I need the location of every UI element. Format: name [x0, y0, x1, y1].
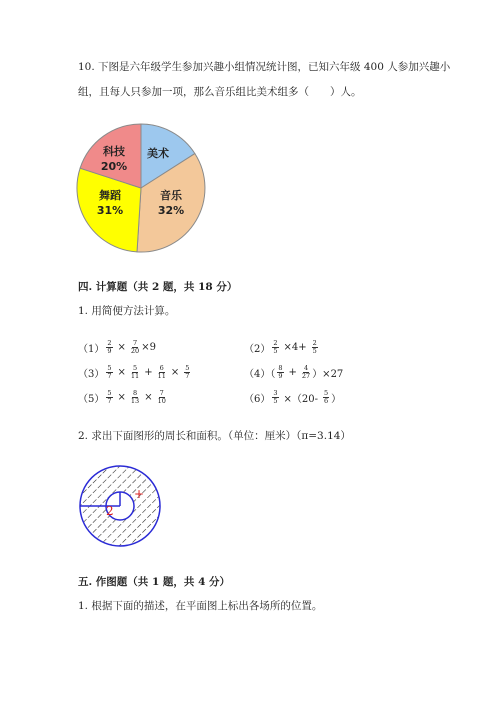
pie-label-art: 美术: [147, 147, 169, 160]
calc-item-6-label: （6）: [244, 394, 271, 405]
calc-item-1-label: （1）: [78, 344, 105, 355]
fraction: $\frac{3}{5}$: [273, 389, 278, 405]
calc-item-4: （4）（ $\frac{8}{9}$ + $\frac{4}{27}$ ）×27: [244, 364, 344, 380]
center-mark: +: [134, 487, 145, 501]
section-5-heading: 五. 作图题（共 1 题，共 4 分）: [78, 576, 231, 588]
section-4-q1-prompt: 1. 用简便方法计算。: [78, 305, 176, 317]
fraction: $\frac{7}{20}$: [130, 339, 140, 355]
pie-label-dance: 舞蹈: [99, 189, 121, 202]
section-4-heading: 四. 计算题（共 2 题，共 18 分）: [78, 281, 238, 293]
fraction: $\frac{8}{9}$: [278, 364, 283, 380]
calc-item-3: （3） $\frac{5}{7}$ × $\frac{5}{11}$ + $\frac{6}{11}$ × $\frac{5}{7}$: [78, 364, 190, 380]
calc-item-5: （5） $\frac{5}{7}$ × $\frac{8}{13}$ × $\frac{7}{10}$: [78, 389, 166, 405]
fraction: $\frac{5}{7}$: [107, 364, 112, 380]
radius-label: 2: [106, 504, 114, 518]
section-4-q2-prompt: 2. 求出下面图形的周长和面积。（单位：厘米）（π=3.14）: [78, 430, 351, 442]
fraction: $\frac{2}{5}$: [273, 339, 278, 355]
fraction: $\frac{5}{7}$: [107, 389, 112, 405]
annulus-figure: [75, 461, 165, 551]
fraction: $\frac{5}{11}$: [130, 364, 140, 380]
calc-item-2-label: （2）: [244, 344, 271, 355]
fraction: $\frac{7}{10}$: [157, 389, 166, 405]
pie-chart: [76, 123, 206, 253]
pie-label-music: 音乐: [160, 189, 182, 202]
fraction: $\frac{2}{9}$: [107, 339, 112, 355]
pie-label-tech: 科技: [103, 145, 125, 158]
calc-item-3-label: （3）: [78, 369, 105, 380]
calc-item-2: （2） $\frac{2}{5}$ ×4+ $\frac{2}{5}$: [244, 339, 317, 355]
fraction: $\frac{2}{5}$: [312, 339, 317, 355]
fraction: $\frac{5}{7}$: [185, 364, 190, 380]
question-10-line-2: 组，且每人只参加一项，那么音乐组比美术组多（ ）人。: [78, 86, 362, 98]
fraction: $\frac{8}{13}$: [130, 389, 140, 405]
calc-item-1: （1） $\frac{2}{9}$ × $\frac{7}{20}$ ×9: [78, 339, 156, 355]
calc-item-4-label: （4）（: [244, 369, 276, 380]
calc-item-6: （6） $\frac{3}{5}$ ×（20- $\frac{5}{6}$ ）: [244, 389, 342, 405]
fraction: $\frac{4}{27}$: [301, 364, 311, 380]
pie-value-music: 32%: [157, 204, 185, 217]
calc-item-5-label: （5）: [78, 394, 105, 405]
question-10-line-1: 10. 下图是六年级学生参加兴趣小组情况统计图，已知六年级 400 人参加兴趣小: [78, 61, 451, 73]
fraction: $\frac{5}{6}$: [324, 389, 329, 405]
fraction: $\frac{6}{11}$: [157, 364, 166, 380]
pie-value-dance: 31%: [96, 204, 124, 217]
pie-value-tech: 20%: [100, 160, 128, 173]
section-5-q1-prompt: 1. 根据下面的描述，在平面图上标出各场所的位置。: [78, 600, 323, 612]
